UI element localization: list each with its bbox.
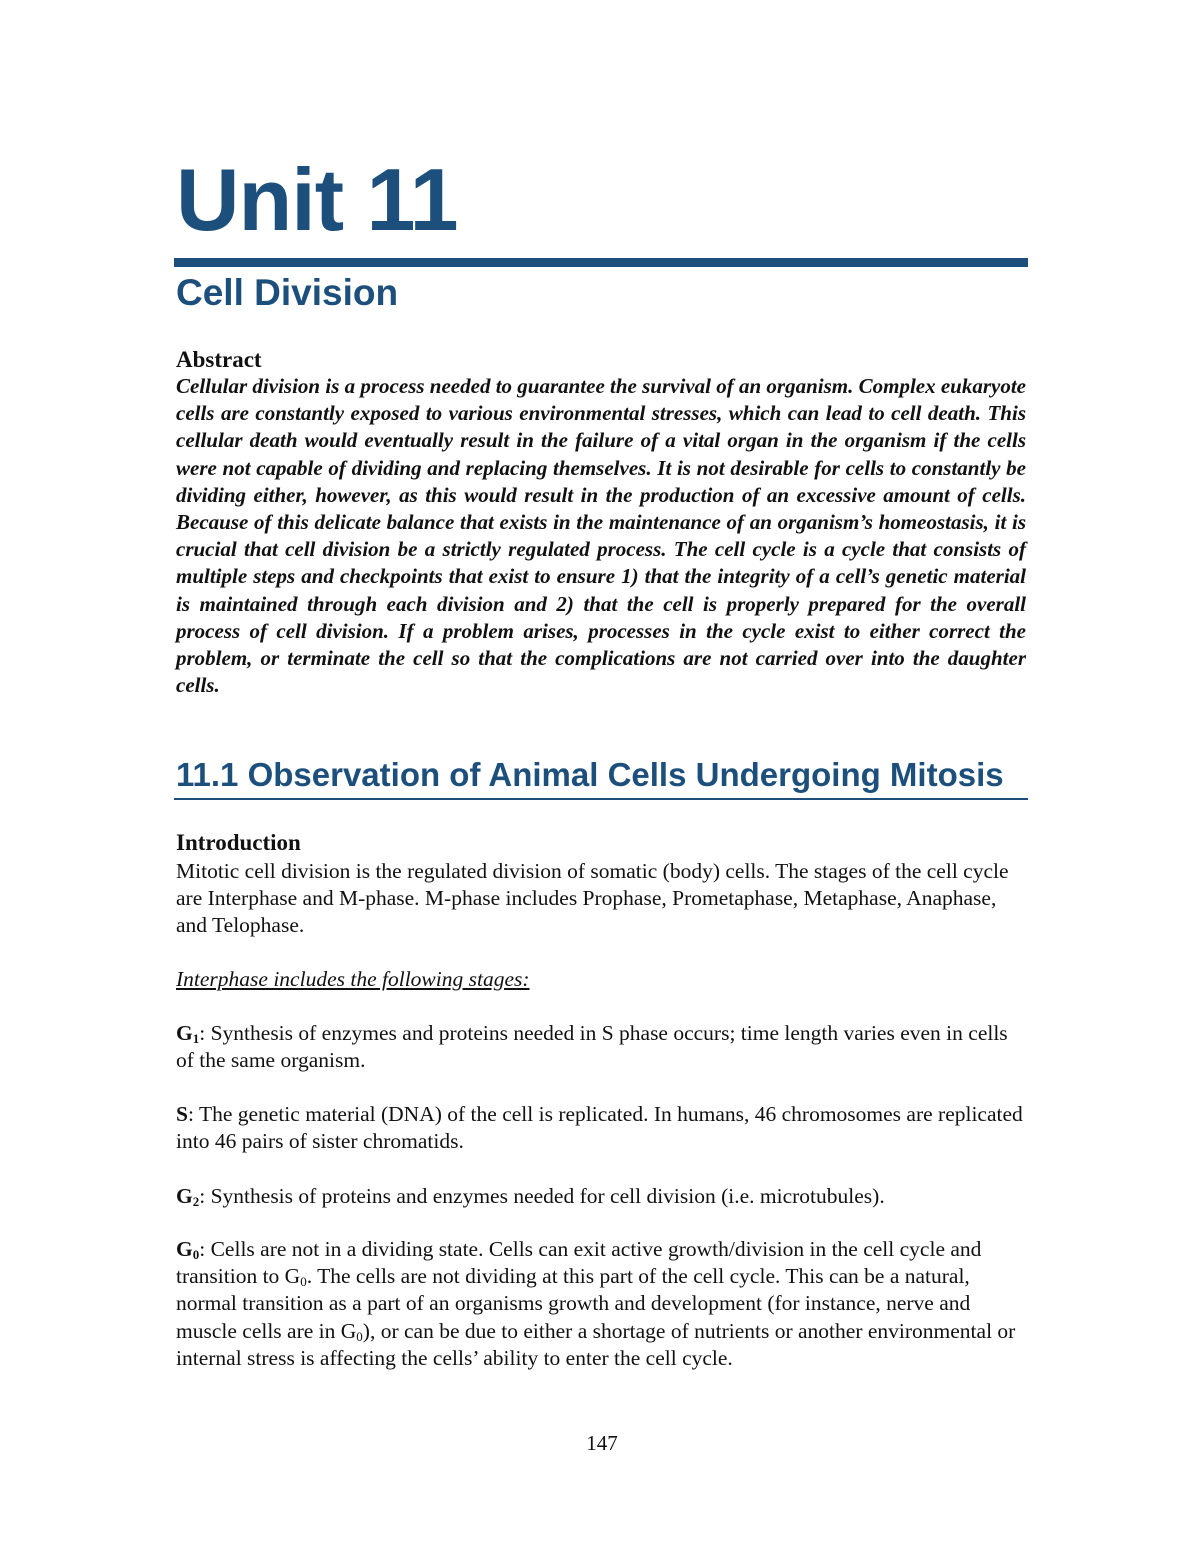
stage-g0-text-a: Cells are not in a dividing state. Cells can exit active growth/division in the cell cycle and transition to G (176, 1237, 982, 1289)
stage-s-text: The genetic material (DNA) of the cell is replicated. In humans, 46 chromosomes are replicated into 46 pairs of sister chromatids. (176, 1102, 1023, 1154)
document-page (176, 0, 1028, 1553)
abstract-heading: Abstract (176, 347, 262, 372)
stage-g0-text-c: ), or can be due to either a shortage of nutrients or another environmental or internal stress is affecting the cells’ ability to enter the cell cycle. (176, 1318, 1016, 1370)
stage-g0-label: $G_0$ (176, 1237, 200, 1262)
unit-subtitle: Cell Division (176, 272, 399, 313)
section-heading: 11.1 Observation of Animal Cells Undergoing Mitosis (176, 756, 1004, 793)
section-rule (174, 798, 1028, 800)
stage-g0-text-b: . The cells are not dividing at this part of the cell cycle. This can be a natural, normal transition as a part of an organisms growth and development (for instance, nerve and muscle cells are in G (176, 1264, 971, 1343)
stage-g1-label: $G_1$ (176, 1021, 200, 1046)
stage-s-label: S (176, 1102, 188, 1126)
stage-g2-text: Synthesis of proteins and enzymes needed for cell division (i.e. microtubules). (205, 1184, 885, 1208)
stage-s: S: The genetic material (DNA) of the cell is replicated. In humans, 46 chromosomes are replicated into 46 pairs of sister chromatids. (176, 1102, 1023, 1154)
stage-g0: $G_0$: Cells are not in a dividing state. Cells can exit active growth/division in the cell cycle and transition to $G_0$. The cells are not dividing at this part of the cell cycle. This can be a natural, normal transition as a part of an organisms growth and development (for instance, nerve and muscle cells are in $G_0$), or can be due to either a shortage of nutrients or another environmental or internal stress is affecting the cells’ ability to enter the cell cycle. (176, 1237, 1016, 1370)
page-number: 147 (586, 1431, 618, 1455)
unit-title-rule (174, 258, 1028, 267)
introduction-heading: Introduction (176, 830, 301, 855)
stage-g1-text: Synthesis of enzymes and proteins needed in S phase occurs; time length varies even in cells of the same organism. (176, 1021, 1008, 1073)
unit-title: Unit 11 (176, 150, 458, 249)
stage-g2-label: $G_2$ (176, 1184, 200, 1209)
interphase-label: Interphase includes the following stages: (176, 967, 530, 991)
stage-g2: $G_2$: Synthesis of proteins and enzymes needed for cell division (i.e. microtubules). (176, 1184, 885, 1209)
introduction-body: Mitotic cell division is the regulated division of somatic (body) cells. The stages of the cell cycle are Interphase and M-phase. M-phase includes Prophase, Prometaphase, Metaphase, Anaphase, and Telophase. (176, 859, 1009, 938)
stage-g1: $G_1$: Synthesis of enzymes and proteins needed in S phase occurs; time length varies even in cells of the same organism. (176, 1021, 1008, 1073)
abstract-body: Cellular division is a process needed to guarantee the survival of an organism. Complex eukaryote cells are constantly exposed to various environmental stresses, which can lead to cell death. This cellular death would eventually result in the failure of a vital organ in the organism if the cells were not capable of dividing and replacing themselves. It is not desirable for cells to constantly be dividing either, however, as this would result in the production of an excessive amount of cells. Because of this delicate balance that exists in the maintenance of an organism’s homeostasis, it is crucial that cell division be a strictly regulated process. The cell cycle is a cycle that consists of multiple steps and checkpoints that exist to ensure 1) that the integrity of a cell’s genetic material is maintained through each division and 2) that the cell is properly prepared for the overall process of cell division. If a problem arises, processes in the cycle exist to either correct the problem, or terminate the cell so that the complications are not carried over into the daughter cells. (176, 374, 1026, 698)
